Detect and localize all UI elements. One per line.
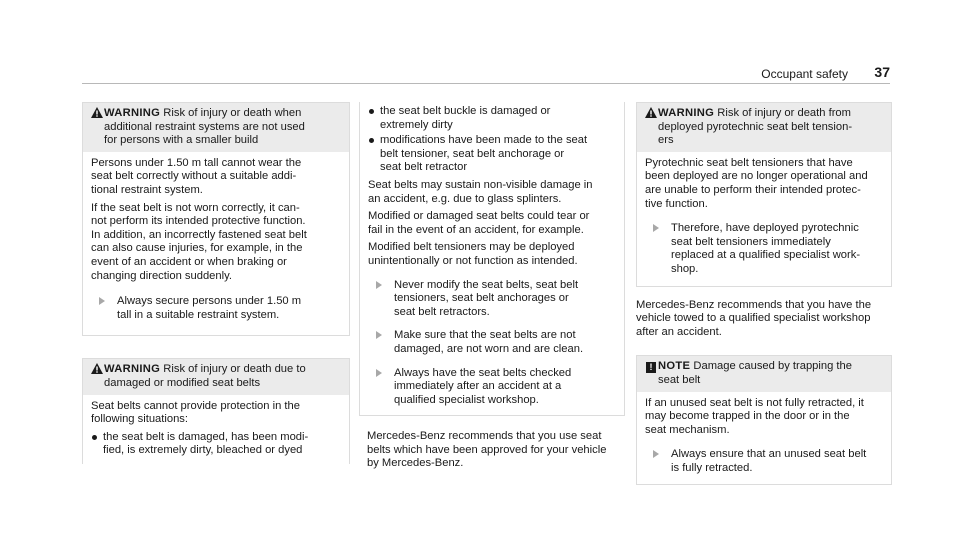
paragraph [645,397,883,438]
text-line: can also cause injuries, for example, in the [91,242,303,255]
action-arrow-icon [376,331,382,339]
warning-title-line: additional restraint systems are not used [104,120,305,133]
note-header [637,356,891,391]
text-line: Therefore, have deployed pyrotechnic [671,222,859,235]
text-line: Mercedes-Benz recommends that you have the [636,298,872,311]
note-exclamation-icon: ! [646,362,656,373]
action-step [368,329,616,356]
action-arrow-icon [99,297,105,305]
text-line: seat belt correctly without a suitable addi- [91,170,297,183]
warning-triangle-icon [91,363,103,374]
text-line: Seat belts may sustain non-visible damage in [368,178,593,191]
warning-header [83,359,349,394]
header-rule [82,83,890,84]
warning-title: Risk of injury or death when [163,107,302,119]
warning-title-line: for persons with a smaller build [104,134,259,147]
text-line: are unable to perform their intended protec- [645,183,861,196]
warning-box-small-persons [82,102,350,336]
text-line: fail in the event of an accident, for example. [368,223,584,236]
text-line: tive function. [645,197,708,210]
text-line: fied, is extremely dirty, bleached or dyed [103,444,303,457]
text-line: unintentionally or not function as intended. [368,254,578,267]
text-line: seat belt retractors. [394,305,490,318]
text-line: seat belt retractor [380,161,468,174]
paragraph [368,241,616,268]
text-line: an accident, e.g. due to glass splinters. [368,192,562,205]
warning-title-line: deployed pyrotechnic seat belt tension- [658,120,853,133]
column-2 [359,102,625,471]
text-line: not perform its intended protective function. [91,215,306,228]
text-line: If the seat belt is not worn correctly, it can- [91,201,300,214]
warning-body [637,152,891,286]
text-line: modifications have been made to the seat [380,134,588,147]
text-line: belt tensioner, seat belt anchorage or [380,147,565,160]
list-item [368,134,616,175]
text-line: been deployed are no longer operational and [645,170,868,183]
note-keyword: NOTE [658,360,691,373]
paragraph [91,202,341,284]
text-line: Never modify the seat belts, seat belt [394,278,579,291]
text-line: immediately after an accident at a [394,380,562,393]
page-number: 37 [874,64,890,80]
text-line: after an accident. [636,325,722,338]
text-line: If an unused seat belt is not fully retracted, it [645,396,864,409]
note-body [637,392,891,485]
text-line: following situations: [91,413,189,426]
text-line: is fully retracted. [671,461,753,474]
text-line: belts which have been approved for your vehicle [367,443,607,456]
warning-title-line: damaged or modified seat belts [104,376,261,389]
warning-header [83,103,349,152]
warning-header [637,103,891,152]
action-step [91,295,341,322]
text-line: seat mechanism. [645,423,730,436]
recommendation-paragraph [636,299,892,340]
warning-triangle-icon [91,107,103,118]
text-line: Mercedes-Benz recommends that you use seat [367,430,602,443]
text-line: event of an accident or when braking or [91,255,287,268]
text-line: qualified specialist workshop. [394,393,539,406]
text-line: Make sure that the seat belts are not [394,329,576,342]
warning-keyword: WARNING [104,363,161,376]
bullet-list [368,105,616,175]
column-1 [82,102,350,464]
paragraph [368,179,616,206]
text-line: Always secure persons under 1.50 m [117,295,302,308]
text-line: seat belt tensioners immediately [671,235,831,248]
paragraph [91,157,341,198]
action-arrow-icon [376,281,382,289]
text-line: Persons under 1.50 m tall cannot wear the [91,156,302,169]
section-title: Occupant safety [761,67,848,81]
text-line: Always ensure that an unused seat belt [671,448,867,461]
text-line: the seat belt buckle is damaged or [380,105,551,117]
text-line: damaged, are not worn and are clean. [394,342,584,355]
action-step [645,448,883,475]
action-step [368,367,616,408]
recommendation-paragraph [359,430,625,471]
warning-body [83,395,349,464]
text-line: extremely dirty [380,118,453,131]
action-arrow-icon [376,369,382,377]
paragraph [645,157,883,211]
text-line: replaced at a qualified specialist work- [671,249,861,262]
bullet-list [91,431,341,458]
note-title-line: seat belt [658,373,701,386]
text-line: Seat belts cannot provide protection in the [91,399,300,412]
warning-triangle-icon [645,107,657,118]
paragraph [368,210,616,237]
warning-box-damaged-belts [82,358,350,464]
text-line: by Mercedes-Benz. [367,457,464,470]
text-line: the seat belt is damaged, has been modi- [103,430,309,443]
warning-title: Risk of injury or death from [717,107,851,119]
warning-box-pyrotechnic [636,102,892,287]
list-item [91,431,341,458]
action-arrow-icon [653,224,659,232]
text-line: tensioners, seat belt anchorages or [394,292,569,305]
note-title: Damage caused by trapping the [693,360,852,373]
warning-keyword: WARNING [658,107,715,119]
text-line: Always have the seat belts checked [394,366,572,379]
warning-title: Risk of injury or death due to [163,363,306,376]
text-line: In addition, an incorrectly fastened seat belt [91,228,307,241]
text-line: Modified or damaged seat belts could tear or [368,210,590,223]
warning-box-continued [359,102,625,416]
action-arrow-icon [653,450,659,458]
text-line: shop. [671,262,699,275]
note-box-trapping [636,355,892,485]
list-item [368,105,616,132]
column-3 [636,102,892,485]
text-line: Pyrotechnic seat belt tensioners that have [645,156,853,169]
text-line: tional restraint system. [91,183,203,196]
text-line: changing direction suddenly. [91,269,232,282]
text-line: tall in a suitable restraint system. [117,308,280,321]
action-step [368,279,616,320]
warning-title-line: ers [658,134,674,147]
warning-body [83,152,349,336]
warning-keyword: WARNING [104,107,161,119]
text-line: may become trapped in the door or in the [645,410,850,423]
text-line: vehicle towed to a qualified specialist workshop [636,312,871,325]
action-step [645,222,883,276]
paragraph [91,400,341,427]
text-line: Modified belt tensioners may be deployed [368,241,575,254]
